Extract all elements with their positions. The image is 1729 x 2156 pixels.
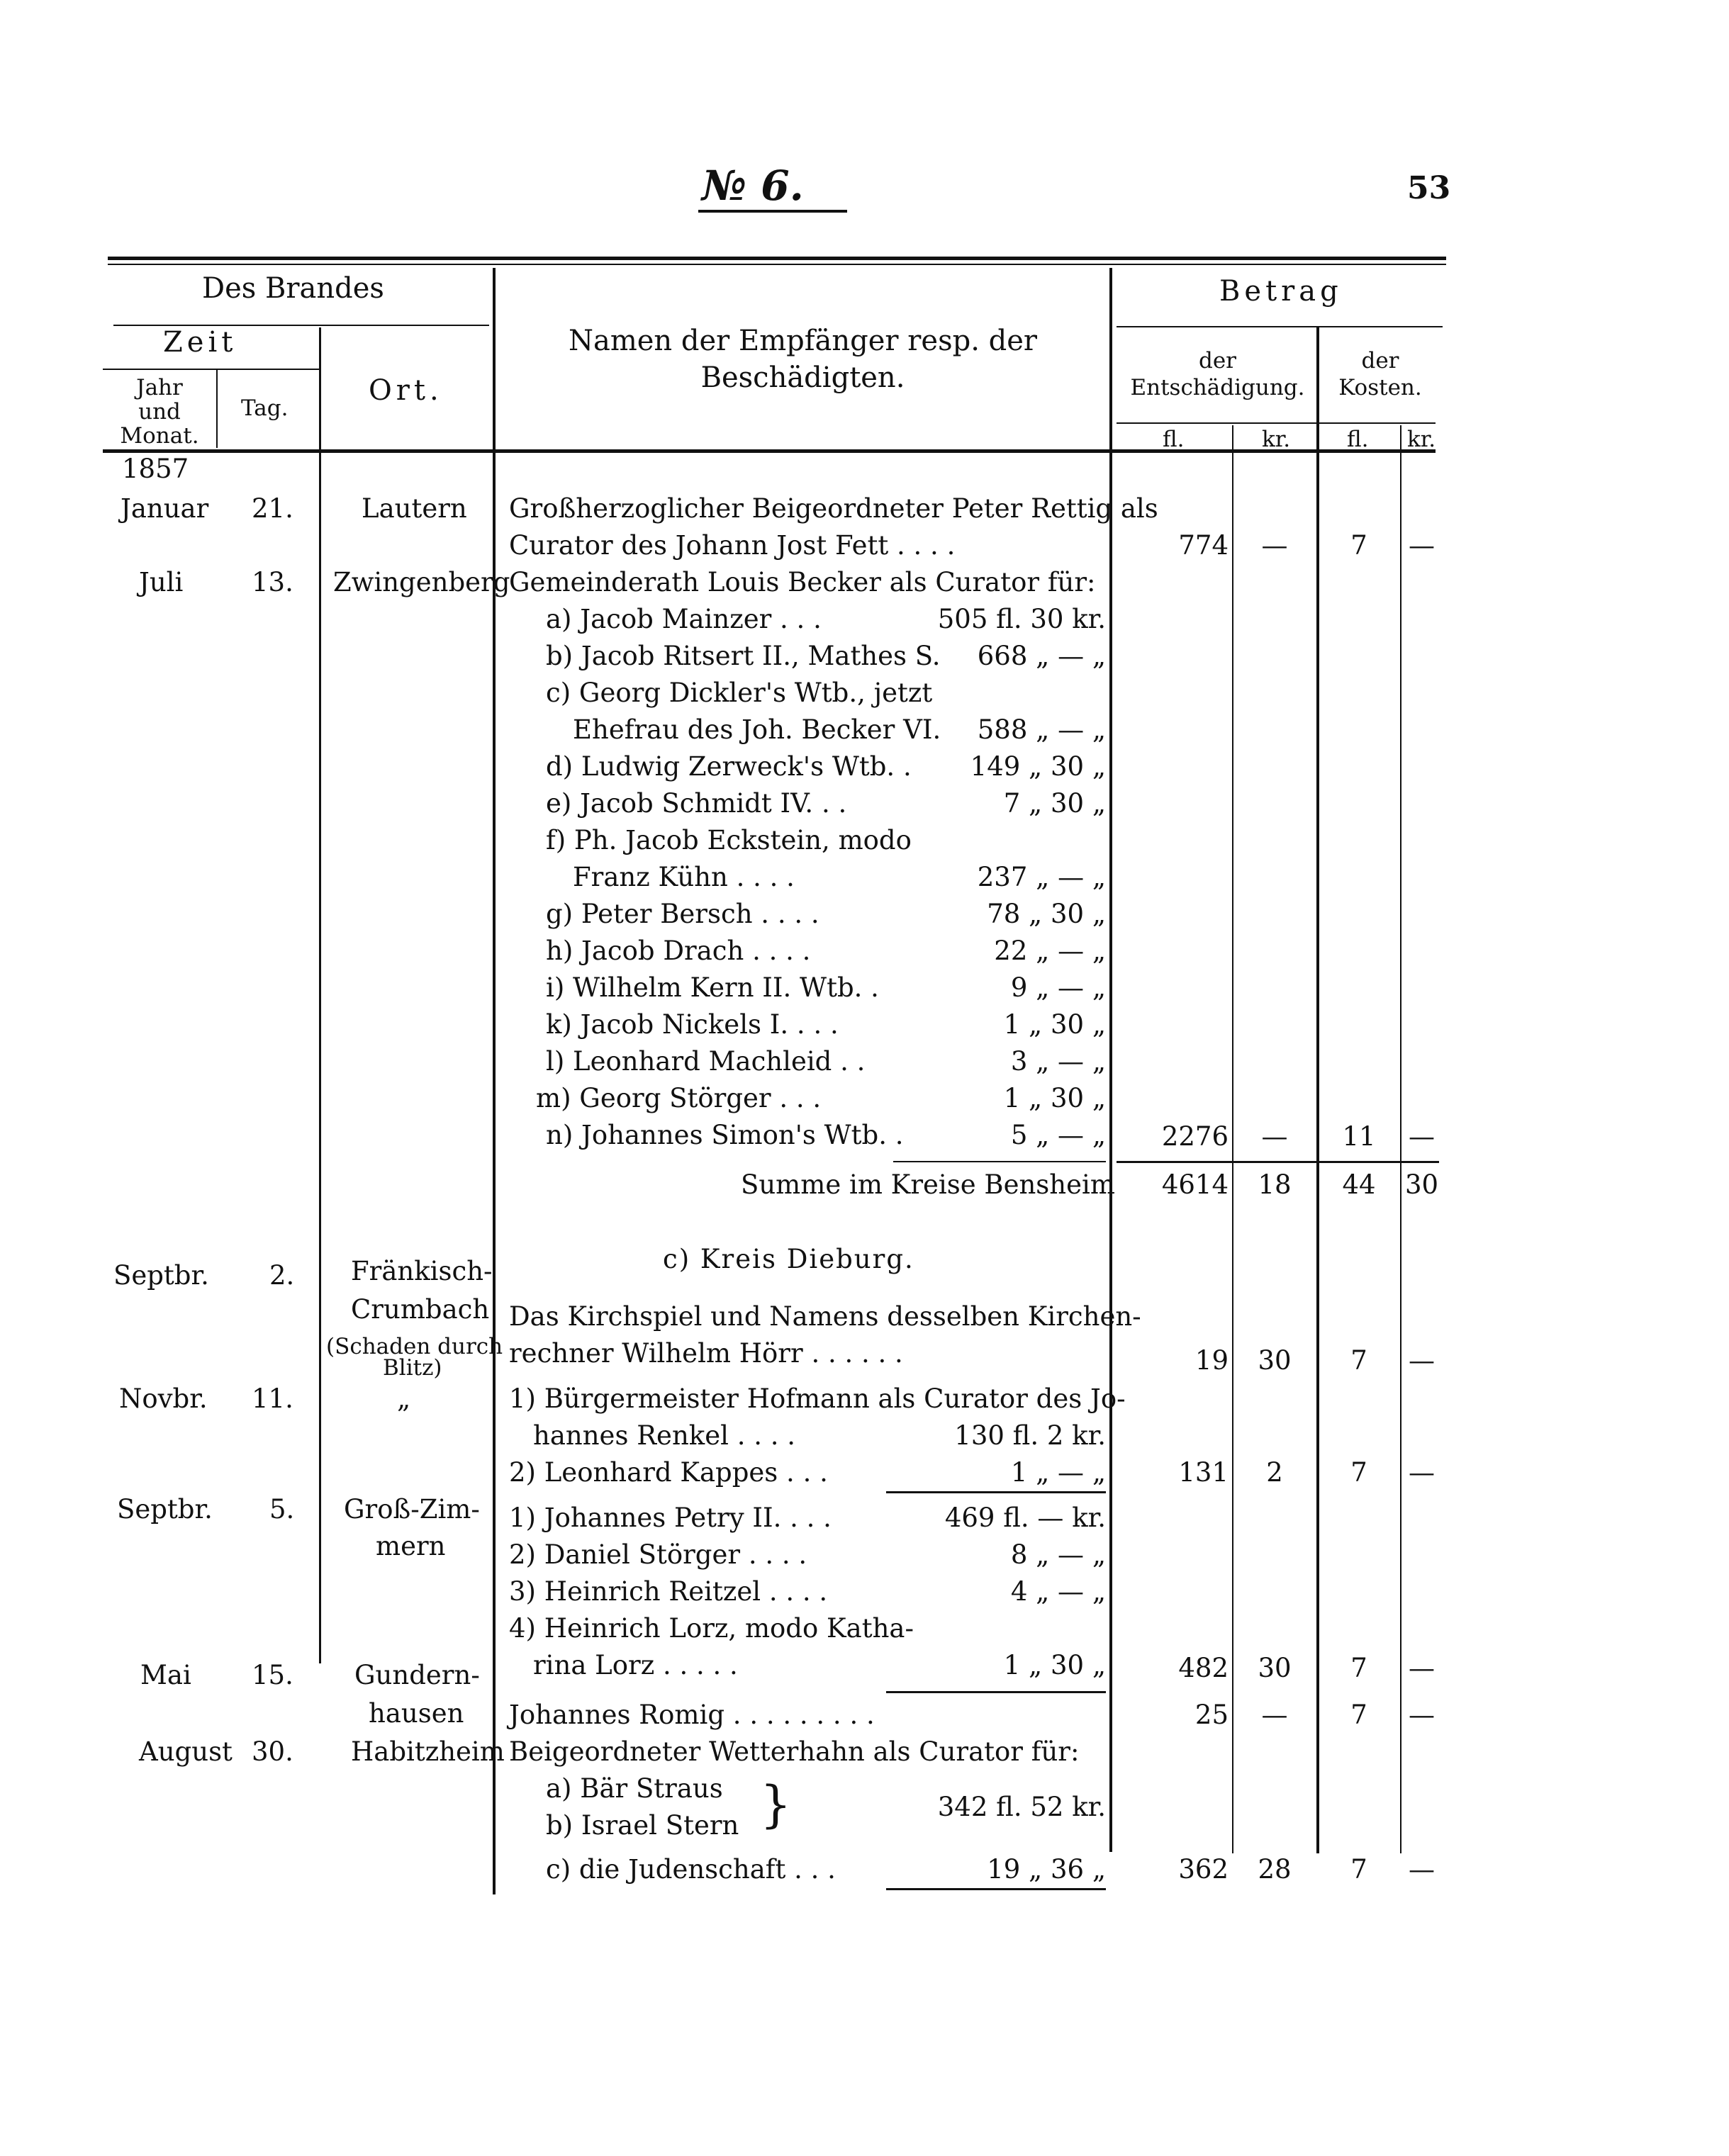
value-kosten-fl: 7 [1350, 1345, 1367, 1376]
header-betrag: Betrag [1219, 275, 1343, 308]
item-label: k) Jacob Nickels I. . . . [546, 1009, 839, 1040]
row-ort: Gundern- [354, 1660, 480, 1690]
row-tag: 11. [252, 1383, 293, 1414]
value-kosten-fl: 7 [1350, 1653, 1367, 1683]
brace: } [760, 1775, 792, 1834]
col-line-ort [319, 327, 321, 1663]
summe-label: Summe im Kreise Bensheim [741, 1169, 1115, 1200]
entry-amount: 1 „ — „ [1010, 1457, 1106, 1488]
row-ort: Lautern [362, 493, 467, 524]
table-top-rule [108, 257, 1446, 260]
item-amount: 1 „ 30 „ [1003, 1009, 1106, 1040]
entry-line: hannes Renkel . . . . [533, 1420, 796, 1451]
col-line-kfl-kkr [1400, 425, 1401, 1853]
value-kosten-fl: 7 [1350, 1854, 1367, 1885]
row-ort: Habitzheim [351, 1736, 505, 1767]
entry-line: Das Kirchspiel und Namens desselben Kirchen- [509, 1301, 1141, 1332]
entry-line: Johannes Romig . . . . . . . . . [509, 1700, 875, 1730]
item-label: 2) Daniel Störger . . . . [509, 1539, 807, 1570]
item-amount: 5 „ — „ [1010, 1120, 1106, 1150]
header-des-brandes: Des Brandes [202, 272, 384, 305]
value-kr: 18 [1258, 1169, 1292, 1200]
year: 1857 [122, 454, 189, 484]
item-label: l) Leonhard Machleid . . [546, 1046, 866, 1077]
row-tag: 21. [252, 493, 293, 524]
value-kosten-kr: — [1409, 1653, 1435, 1683]
item-label: i) Wilhelm Kern II. Wtb. . [546, 972, 879, 1003]
rule-zeit [103, 369, 319, 370]
rule-units [1117, 422, 1436, 424]
item-label: c) Georg Dickler's Wtb., jetzt [546, 678, 933, 708]
header-bottom-rule [103, 449, 1436, 453]
header-ort: Ort. [369, 374, 443, 407]
item-amount: 588 „ — „ [977, 714, 1106, 745]
header-kosten: der Kosten. [1338, 348, 1422, 400]
header-tag: Tag. [241, 395, 289, 421]
item-amount: 149 „ 30 „ [970, 751, 1106, 782]
sum-rule [893, 1161, 1106, 1162]
value-kr: — [1261, 530, 1288, 561]
entry-line: a) Bär Straus [546, 1773, 723, 1804]
item-label: h) Jacob Drach . . . . [546, 936, 811, 966]
entry-line: 1) Bürgermeister Hofmann als Curator des Jo- [509, 1383, 1126, 1414]
item-label: rina Lorz . . . . . [533, 1650, 738, 1680]
entry-line: Großherzoglicher Beigeordneter Peter Rettig als [509, 493, 1158, 524]
value-kr: 28 [1258, 1854, 1292, 1885]
value-kosten-fl: 11 [1342, 1121, 1376, 1152]
value-kosten-fl: 7 [1350, 1457, 1367, 1488]
row-monat: Mai [140, 1660, 191, 1690]
item-amount: 3 „ — „ [1010, 1046, 1106, 1077]
entry-line: c) die Judenschaft . . . [546, 1854, 836, 1885]
entry-line: rechner Wilhelm Hörr . . . . . . [509, 1338, 903, 1369]
value-kr: 30 [1258, 1653, 1292, 1683]
row-monat: Novbr. [119, 1383, 208, 1414]
item-amount: 78 „ 30 „ [987, 899, 1106, 929]
item-amount: 469 fl. — kr. [944, 1503, 1106, 1533]
item-label: 4) Heinrich Lorz, modo Katha- [509, 1613, 914, 1644]
value-kosten-kr: — [1409, 1457, 1435, 1488]
col-line-fl-kr [1232, 425, 1233, 1853]
entry-line: b) Israel Stern [546, 1810, 739, 1841]
value-kr: 30 [1258, 1345, 1292, 1376]
sum-rule-values [1117, 1161, 1439, 1163]
unit-kr: kr. [1262, 427, 1291, 452]
row-monat: August [139, 1736, 233, 1767]
row-ort: Groß-Zim- [344, 1494, 480, 1525]
item-amount: 668 „ — „ [977, 641, 1106, 671]
value-fl: 131 [1178, 1457, 1229, 1488]
col-line-namen [493, 268, 496, 1894]
row-ort-note: (Schaden durch [326, 1334, 503, 1359]
value-kosten-kr: — [1409, 1700, 1435, 1730]
entry-line: Curator des Johann Jost Fett . . . . [509, 530, 956, 561]
value-kosten-kr: — [1409, 1345, 1435, 1376]
value-fl: 774 [1178, 530, 1229, 561]
header-entschaedigung: der Entschädigung. [1130, 348, 1305, 400]
item-label: g) Peter Bersch . . . . [546, 899, 819, 929]
value-fl: 362 [1178, 1854, 1229, 1885]
value-kosten-kr: — [1409, 530, 1435, 561]
row-tag: 30. [252, 1736, 293, 1767]
item-label: d) Ludwig Zerweck's Wtb. . [546, 751, 912, 782]
item-label: e) Jacob Schmidt IV. . . [546, 788, 847, 819]
value-kosten-kr: 30 [1404, 1169, 1439, 1200]
value-fl: 19 [1194, 1345, 1229, 1376]
row-tag: 5. [269, 1494, 295, 1525]
row-ort: hausen [369, 1698, 464, 1729]
item-amount: 9 „ — „ [1010, 972, 1106, 1003]
entry-amount: 130 fl. 2 kr. [954, 1420, 1106, 1451]
sub-rule [886, 1491, 1106, 1493]
rule-betrag [1117, 326, 1443, 327]
header-jahr: Jahr und Monat. [120, 375, 199, 449]
row-ort: mern [376, 1531, 446, 1561]
item-label: a) Jacob Mainzer . . . [546, 604, 822, 634]
col-line-tag [216, 370, 218, 448]
item-amount: 4 „ — „ [1010, 1576, 1106, 1607]
row-ort: Zwingenberg [333, 567, 510, 597]
sub-rule [886, 1888, 1106, 1890]
value-fl: 482 [1178, 1653, 1229, 1683]
header-namen: Namen der Empfänger resp. der Beschädigten. [568, 325, 1038, 394]
value-kosten-fl: 44 [1342, 1169, 1376, 1200]
entry-line: Gemeinderath Louis Becker als Curator für: [509, 567, 1096, 597]
row-ort: Crumbach [351, 1294, 490, 1325]
item-label: n) Johannes Simon's Wtb. . [546, 1120, 904, 1150]
header-zeit: Zeit [163, 326, 237, 359]
entry-line: Beigeordneter Wetterhahn als Curator für: [509, 1736, 1080, 1767]
entry-amount: 342 fl. 52 kr. [937, 1792, 1106, 1822]
row-monat: Septbr. [113, 1260, 209, 1291]
issue-underline [698, 210, 847, 213]
item-amount: 1 „ 30 „ [1003, 1083, 1106, 1113]
page-number: 53 [1407, 170, 1451, 206]
value-kosten-fl: 7 [1350, 530, 1367, 561]
row-tag: 15. [252, 1660, 293, 1690]
row-tag: 2. [269, 1260, 295, 1291]
value-kosten-kr: — [1409, 1121, 1435, 1152]
item-amount: 22 „ — „ [994, 936, 1106, 966]
value-fl: 2276 [1161, 1121, 1229, 1152]
row-ort-note: Blitz) [383, 1355, 442, 1381]
entry-amount: 19 „ 36 „ [987, 1854, 1106, 1885]
value-kr: — [1261, 1700, 1288, 1730]
unit-fl: fl. [1163, 427, 1185, 452]
value-fl: 25 [1194, 1700, 1229, 1730]
item-amount: 237 „ — „ [977, 862, 1106, 892]
row-ort: Fränkisch- [351, 1256, 493, 1286]
item-label: f) Ph. Jacob Eckstein, modo [546, 825, 912, 855]
value-kosten-kr: — [1409, 1854, 1435, 1885]
item-amount: 505 fl. 30 kr. [937, 604, 1106, 634]
unit-fl-kosten: fl. [1347, 427, 1369, 452]
row-tag: 13. [252, 567, 293, 597]
issue-number: № 6. [702, 162, 804, 210]
col-line-entsch-kosten [1316, 327, 1319, 1853]
value-kr: 2 [1266, 1457, 1283, 1488]
value-fl: 4614 [1161, 1169, 1229, 1200]
kreis-heading: c) Kreis Dieburg. [663, 1244, 914, 1274]
table-top-rule-thin [108, 264, 1446, 265]
value-kosten-fl: 7 [1350, 1700, 1367, 1730]
item-label: 1) Johannes Petry II. . . . [509, 1503, 832, 1533]
item-label: 3) Heinrich Reitzel . . . . [509, 1576, 828, 1607]
item-label: m) Georg Störger . . . [536, 1083, 822, 1113]
row-monat: Januar [121, 493, 209, 524]
item-label: b) Jacob Ritsert II., Mathes S. [546, 641, 941, 671]
row-ort: „ [397, 1383, 411, 1414]
unit-kr-kosten: kr. [1407, 427, 1436, 452]
row-monat: Juli [139, 567, 184, 597]
value-kr: — [1261, 1121, 1288, 1152]
row-monat: Septbr. [117, 1494, 213, 1525]
item-amount: 7 „ 30 „ [1003, 788, 1106, 819]
sub-rule [886, 1691, 1106, 1693]
entry-line: 2) Leonhard Kappes . . . [509, 1457, 828, 1488]
item-amount: 8 „ — „ [1010, 1539, 1106, 1570]
item-amount: 1 „ 30 „ [1003, 1650, 1106, 1680]
item-label: Ehefrau des Joh. Becker VI. [573, 714, 941, 745]
item-label: Franz Kühn . . . . [573, 862, 795, 892]
